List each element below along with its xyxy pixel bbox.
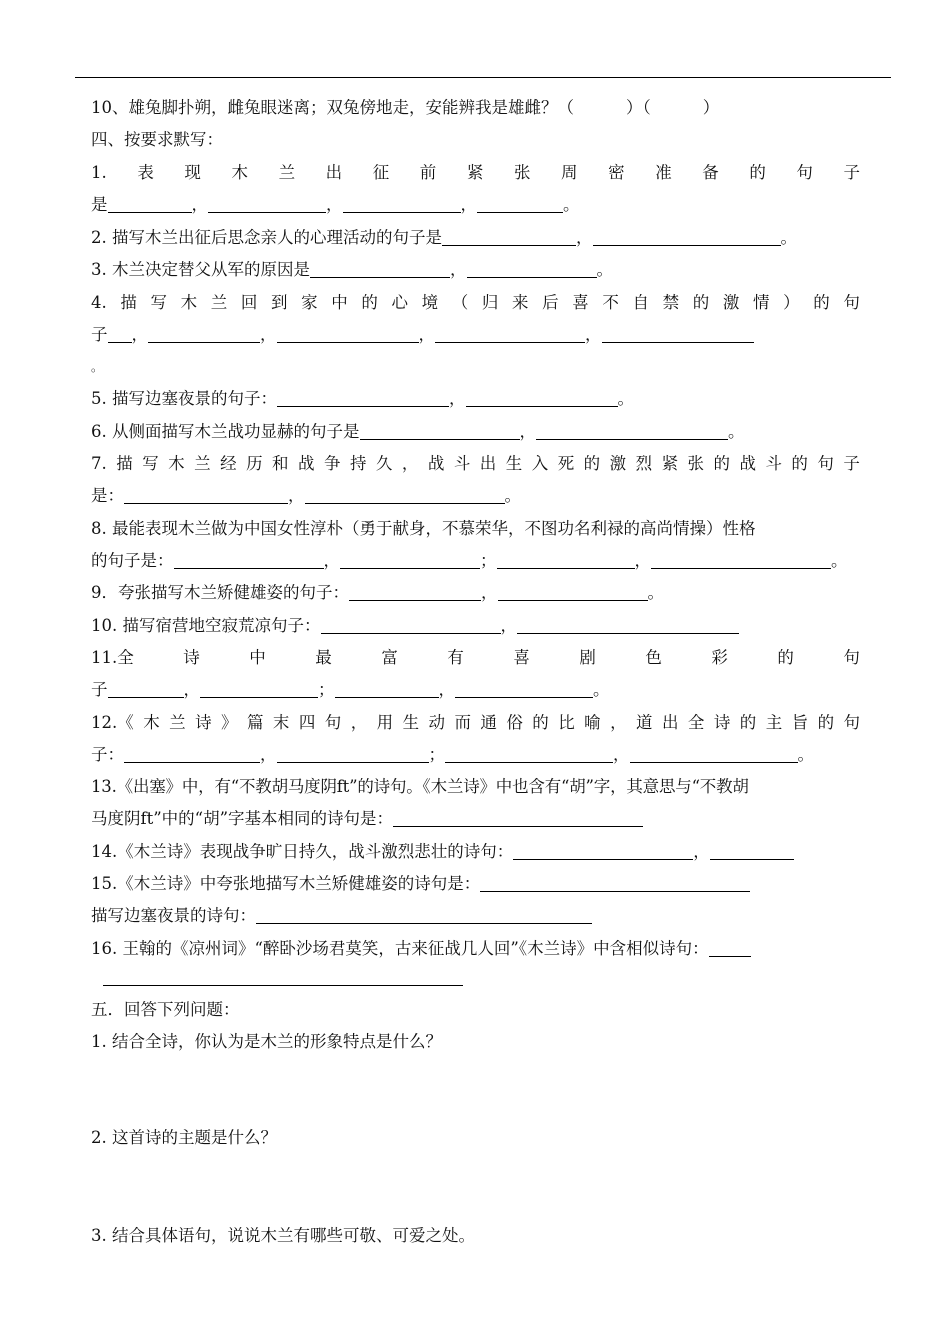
period: 。 xyxy=(563,195,580,214)
char: ） xyxy=(783,293,800,312)
answer-blank[interactable] xyxy=(305,486,505,504)
question-10-text: 10、雄兔脚扑朔，雌兔眼迷离；双兔傍地走，安能辨我是雄雌？ xyxy=(91,98,558,117)
char: 斗 xyxy=(765,454,782,473)
period: 。 xyxy=(728,422,745,441)
comma: ， xyxy=(481,583,498,602)
char: 句 xyxy=(843,648,860,667)
char: 争 xyxy=(323,454,341,473)
item-1-prefix: 是 xyxy=(91,195,108,214)
char: 剧 xyxy=(579,648,596,667)
item-6-text: 6. 从侧面描写木兰战功显赫的句子是 xyxy=(91,422,360,441)
char: 表 xyxy=(137,163,154,182)
char: 色 xyxy=(645,648,662,667)
char: 回 xyxy=(240,293,258,312)
answer-blank[interactable] xyxy=(513,842,693,860)
bracket-close: ） xyxy=(702,98,720,117)
item-12-line-2 xyxy=(91,744,814,766)
answer-blank[interactable] xyxy=(108,195,192,213)
answer-blank[interactable] xyxy=(536,422,728,440)
char: 喻 xyxy=(584,713,601,732)
item-4-line-1 xyxy=(91,292,860,314)
answer-blank[interactable] xyxy=(593,228,781,246)
char: 》 xyxy=(221,713,238,732)
answer-blank[interactable] xyxy=(208,195,326,213)
char: 道 xyxy=(636,713,653,732)
comma: ， xyxy=(191,195,208,214)
answer-blank[interactable] xyxy=(124,486,288,504)
comma: ， xyxy=(613,745,630,764)
char: 到 xyxy=(271,293,288,312)
char: 和 xyxy=(272,454,289,473)
char: 的 xyxy=(361,293,378,312)
char: 紧 xyxy=(661,454,679,473)
item-14-text: 14.《木兰诗》表现战争旷日持久，战斗激烈悲壮的诗句： xyxy=(91,842,514,861)
char: 俗 xyxy=(506,713,523,732)
section-5-question-3: 3. 结合具体语句，说说木兰有哪些可敬、可爱之处。 xyxy=(91,1226,475,1245)
char: 1. xyxy=(91,163,107,182)
char: 生 xyxy=(505,454,523,473)
char: 旨 xyxy=(791,713,809,732)
period: 。 xyxy=(504,486,521,505)
item-15-line-2 xyxy=(91,905,592,927)
char: ， xyxy=(610,713,627,732)
answer-blank[interactable] xyxy=(148,325,260,343)
header-rule xyxy=(75,77,891,78)
char: 子 xyxy=(843,163,860,182)
char: 全 xyxy=(687,713,705,732)
semicolon: ； xyxy=(318,680,335,699)
answer-blank[interactable] xyxy=(256,906,592,924)
item-13-line-1: 13.《出塞》中，有“不教胡马度阴ft”的诗句。《木兰诗》中也含有“胡”字，其意思与“不教胡 xyxy=(91,777,749,796)
char: 家 xyxy=(301,293,318,312)
answer-blank[interactable] xyxy=(467,260,597,278)
char: 木 xyxy=(231,163,248,182)
item-1-line-1 xyxy=(91,162,860,184)
char: 久 xyxy=(375,454,393,473)
item-5-text: 5. 描写边塞夜景的句子： xyxy=(91,389,277,408)
section-5-question-2: 2. 这首诗的主题是什么？ xyxy=(91,1128,277,1147)
item-8-prefix: 的句子是： xyxy=(91,551,174,570)
comma: ， xyxy=(418,325,435,344)
char: 动 xyxy=(428,713,445,732)
answer-blank[interactable] xyxy=(435,325,585,343)
char: 写 xyxy=(150,293,167,312)
char: 句 xyxy=(843,713,860,732)
item-15-line-1 xyxy=(91,873,750,895)
answer-blank[interactable] xyxy=(498,583,648,601)
item-2-text: 2. 描写木兰出征后思念亲人的心理活动的句子是 xyxy=(91,228,442,247)
answer-blank[interactable] xyxy=(174,551,324,569)
char: 张 xyxy=(513,163,531,182)
answer-blank[interactable] xyxy=(108,680,184,698)
char: 后 xyxy=(542,293,559,312)
char: ， xyxy=(401,454,419,473)
char: 准 xyxy=(655,163,672,182)
char: ， xyxy=(350,713,368,732)
answer-blank[interactable] xyxy=(602,325,754,343)
char: 战 xyxy=(427,454,445,473)
item-15-text-2: 描写边塞夜景的诗句： xyxy=(91,906,256,925)
answer-blank[interactable] xyxy=(108,325,132,343)
char: 木 xyxy=(143,713,160,732)
comma: ， xyxy=(260,745,277,764)
char: 入 xyxy=(531,454,549,473)
char: 斗 xyxy=(453,454,471,473)
answer-blank[interactable] xyxy=(393,809,643,827)
semicolon: ； xyxy=(428,745,445,764)
char: 写 xyxy=(142,454,159,473)
char: 的 xyxy=(813,293,830,312)
char: 情 xyxy=(753,293,770,312)
item-7-line-2 xyxy=(91,485,521,507)
char: 战 xyxy=(298,454,315,473)
char: 兰 xyxy=(194,454,211,473)
comma: ， xyxy=(576,228,593,247)
item-4-line-2 xyxy=(91,324,754,346)
char: 自 xyxy=(632,293,649,312)
answer-blank[interactable] xyxy=(455,680,593,698)
item-13-text: 马度阴ft”中的“胡”字基本相同的诗句是： xyxy=(91,809,394,828)
answer-blank[interactable] xyxy=(335,680,439,698)
char: 的 xyxy=(583,454,601,473)
char: 的 xyxy=(817,713,835,732)
char: 4. xyxy=(91,293,107,312)
answer-blank[interactable] xyxy=(200,680,318,698)
char: 兰 xyxy=(210,293,228,312)
item-13-line-2 xyxy=(91,808,643,830)
char: 7. xyxy=(91,454,107,473)
char: 末 xyxy=(272,713,290,732)
item-12-line-1 xyxy=(91,712,860,734)
item-16-text: 16. 王翰的《凉州词》“醉卧沙场君莫笑，古来征战几人回”《木兰诗》中含相似诗句： xyxy=(91,939,709,958)
char: 出 xyxy=(661,713,679,732)
char: 用 xyxy=(376,713,394,732)
char: 句 xyxy=(817,454,834,473)
char: 历 xyxy=(246,454,263,473)
char: 激 xyxy=(609,454,627,473)
char: 心 xyxy=(391,293,408,312)
char: 不 xyxy=(602,293,619,312)
section-5-heading: 五．回答下列问题： xyxy=(91,1000,240,1019)
char: 密 xyxy=(608,163,625,182)
char: 11.全 xyxy=(91,648,134,667)
answer-blank[interactable] xyxy=(277,325,419,343)
char: 的 xyxy=(777,648,794,667)
answer-blank[interactable] xyxy=(630,745,798,763)
answer-blank[interactable] xyxy=(103,968,463,986)
period: 。 xyxy=(617,389,634,408)
period: 。 xyxy=(647,583,664,602)
char: 彩 xyxy=(711,648,728,667)
char: 周 xyxy=(561,163,578,182)
char: 描 xyxy=(120,293,137,312)
comma: ， xyxy=(585,325,602,344)
period: 。 xyxy=(596,260,613,279)
item-2 xyxy=(91,227,797,249)
section-5-question-1: 1. 结合全诗，你认为是木兰的形象特点是什么？ xyxy=(91,1032,442,1051)
char: 前 xyxy=(419,163,437,182)
item-11-line-2 xyxy=(91,679,610,701)
char: 出 xyxy=(479,454,497,473)
char: 现 xyxy=(184,163,201,182)
comma: ， xyxy=(450,260,467,279)
char: 张 xyxy=(687,454,705,473)
char: 主 xyxy=(765,713,783,732)
char: 战 xyxy=(739,454,756,473)
char: 激 xyxy=(722,293,740,312)
answer-blank[interactable] xyxy=(709,939,751,957)
char: 中 xyxy=(249,648,266,667)
char: 兰 xyxy=(278,163,296,182)
char: 12.《 xyxy=(91,713,134,732)
char: 富 xyxy=(381,648,398,667)
comma: ， xyxy=(460,195,477,214)
bracket-mid: ）（ xyxy=(626,98,651,117)
answer-blank[interactable] xyxy=(360,422,520,440)
period: 。 xyxy=(797,745,814,764)
char: 死 xyxy=(557,454,575,473)
comma: ， xyxy=(634,551,651,570)
item-8-line-2 xyxy=(91,550,848,572)
char: 境 xyxy=(421,293,439,312)
char: 归 xyxy=(481,293,499,312)
comma: ， xyxy=(288,486,305,505)
char: 的 xyxy=(739,713,757,732)
comma: ， xyxy=(438,680,455,699)
comma: ， xyxy=(183,680,200,699)
bracket-open: （ xyxy=(557,98,574,117)
item-1-line-2 xyxy=(91,194,580,216)
char: 比 xyxy=(558,713,575,732)
char: 句 xyxy=(324,713,342,732)
char: 生 xyxy=(402,713,420,732)
char: 禁 xyxy=(662,293,680,312)
char: 中 xyxy=(331,293,348,312)
answer-blank[interactable] xyxy=(710,842,794,860)
answer-blank[interactable] xyxy=(321,616,501,634)
char: 诗 xyxy=(195,713,212,732)
char: 来 xyxy=(512,293,529,312)
char: 子 xyxy=(843,454,860,473)
char: 的 xyxy=(713,454,730,473)
item-15-text: 15.《木兰诗》中夸张地描写木兰矫健雄姿的诗句是： xyxy=(91,874,481,893)
item-14 xyxy=(91,841,794,863)
char: 出 xyxy=(325,163,343,182)
comma: ， xyxy=(323,551,340,570)
section-4-heading: 四、按要求默写： xyxy=(91,130,223,149)
comma: ， xyxy=(519,422,536,441)
period: 。 xyxy=(831,551,848,570)
char: （ xyxy=(451,293,469,312)
answer-blank[interactable] xyxy=(497,551,635,569)
answer-blank[interactable] xyxy=(466,389,618,407)
answer-blank[interactable] xyxy=(445,745,613,763)
answer-blank[interactable] xyxy=(343,195,461,213)
answer-blank[interactable] xyxy=(310,260,450,278)
question-10 xyxy=(91,97,719,119)
answer-blank[interactable] xyxy=(277,745,429,763)
comma: ， xyxy=(500,616,517,635)
answer-blank[interactable] xyxy=(517,616,739,634)
item-10 xyxy=(91,615,739,637)
char: 持 xyxy=(349,454,367,473)
answer-blank[interactable] xyxy=(349,583,481,601)
char: 木 xyxy=(168,454,185,473)
char: 的 xyxy=(692,293,710,312)
char: 句 xyxy=(796,163,813,182)
item-12-prefix: 子： xyxy=(91,745,124,764)
answer-blank[interactable] xyxy=(477,195,563,213)
char: 烈 xyxy=(635,454,653,473)
char: 而 xyxy=(454,713,471,732)
char: 的 xyxy=(749,163,766,182)
item-4-prefix: 子 xyxy=(91,325,108,344)
char: 木 xyxy=(180,293,198,312)
char: 的 xyxy=(532,713,549,732)
comma: ， xyxy=(449,389,466,408)
char: 句 xyxy=(843,293,860,312)
char: 有 xyxy=(447,648,464,667)
answer-blank[interactable] xyxy=(480,874,750,892)
answer-blank[interactable] xyxy=(651,551,831,569)
char: 诗 xyxy=(183,648,200,667)
answer-blank[interactable] xyxy=(277,389,449,407)
item-4-period: 。 xyxy=(91,360,104,374)
char: 征 xyxy=(372,163,390,182)
char: 经 xyxy=(220,454,237,473)
answer-blank[interactable] xyxy=(442,228,576,246)
comma: ， xyxy=(326,195,343,214)
char: 最 xyxy=(315,648,332,667)
item-11-line-1 xyxy=(91,647,860,669)
char: 备 xyxy=(702,163,719,182)
item-8-line-1: 8. 最能表现木兰做为中国女性淳朴（勇于献身，不慕荣华，不图功名利禄的高尚情操）性格 xyxy=(91,519,756,538)
char: 兰 xyxy=(169,713,186,732)
char: 描 xyxy=(116,454,133,473)
item-5 xyxy=(91,388,634,410)
period: 。 xyxy=(593,680,610,699)
comma: ， xyxy=(693,842,710,861)
char: 通 xyxy=(480,713,497,732)
semicolon: ； xyxy=(480,551,497,570)
item-6 xyxy=(91,421,745,443)
item-3 xyxy=(91,259,613,281)
char: 四 xyxy=(298,713,316,732)
comma: ， xyxy=(131,325,148,344)
comma: ， xyxy=(260,325,277,344)
item-7-prefix: 是： xyxy=(91,486,124,505)
char: 诗 xyxy=(713,713,731,732)
item-9 xyxy=(91,582,664,604)
item-16 xyxy=(91,938,751,960)
item-10-text: 10. 描写宿营地空寂荒凉句子： xyxy=(91,616,321,635)
char: 的 xyxy=(791,454,808,473)
item-9-text: 9．夸张描写木兰矫健雄姿的句子： xyxy=(91,583,349,602)
char: 篇 xyxy=(246,713,264,732)
item-3-text: 3. 木兰决定替父从军的原因是 xyxy=(91,260,310,279)
item-11-prefix: 子 xyxy=(91,680,108,699)
char: 喜 xyxy=(513,648,530,667)
char: 紧 xyxy=(466,163,484,182)
char: 喜 xyxy=(572,293,589,312)
answer-blank[interactable] xyxy=(124,745,260,763)
period: 。 xyxy=(780,228,797,247)
answer-blank[interactable] xyxy=(340,551,480,569)
item-7-line-1 xyxy=(91,453,860,475)
